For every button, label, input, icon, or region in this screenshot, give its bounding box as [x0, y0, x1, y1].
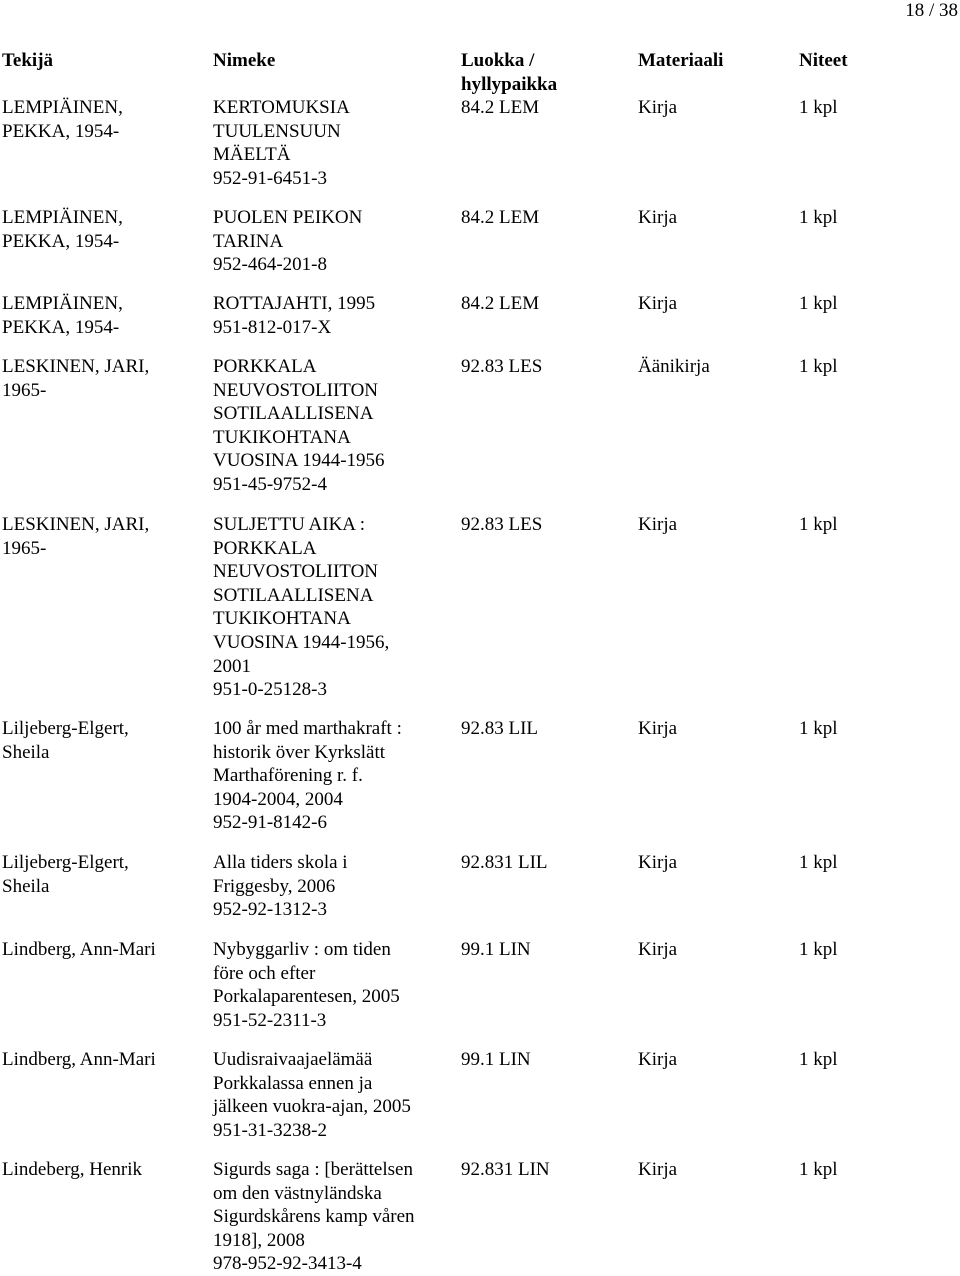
row-count: 1 kpl [799, 1159, 838, 1180]
row-material: Kirja [638, 852, 678, 873]
row-author: Lindberg, Ann-Mari [2, 939, 156, 960]
row-title: 100 år med marthakraft : historik över Kyrkslätt Marthaförening r. f. 1904-2004, 2004 952-91-8142-6 [213, 718, 402, 834]
row-title: PORKKALA NEUVOSTOLIITON SOTILAALLISENA TUKIKOHTANA VUOSINA 1944-1956 951-45-9752-4 [213, 356, 385, 495]
row-class: 92.831 LIL [461, 852, 548, 873]
row-material: Kirja [638, 293, 678, 314]
row-author: LEMPIÄINEN, PEKKA, 1954- [2, 97, 123, 142]
row-class: 99.1 LIN [461, 939, 531, 960]
row-count: 1 kpl [799, 514, 838, 535]
row-title: Uudisraivaajaelämää Porkkalassa ennen ja jälkeen vuokra-ajan, 2005 951-31-3238-2 [213, 1049, 411, 1141]
row-count: 1 kpl [799, 1049, 838, 1070]
row-title: SULJETTU AIKA : PORKKALA NEUVOSTOLIITON SOTILAALLISENA TUKIKOHTANA VUOSINA 1944-1956, 2001 951-0-25128-3 [213, 514, 390, 701]
header-class: Luokka / hyllypaikka [461, 50, 558, 95]
row-class: 92.83 LES [461, 356, 543, 377]
row-material: Kirja [638, 718, 678, 739]
row-material: Kirja [638, 514, 678, 535]
row-material: Kirja [638, 97, 678, 118]
row-title: Nybyggarliv : om tiden före och efter Porkalaparentesen, 2005 951-52-2311-3 [213, 939, 400, 1031]
row-count: 1 kpl [799, 356, 838, 377]
row-class: 92.831 LIN [461, 1159, 550, 1180]
row-author: LEMPIÄINEN, PEKKA, 1954- [2, 207, 123, 252]
row-count: 1 kpl [799, 852, 838, 873]
header-title: Nimeke [213, 50, 276, 71]
row-material: Kirja [638, 939, 678, 960]
header-author: Tekijä [2, 50, 54, 71]
header-count: Niteet [799, 50, 848, 71]
row-count: 1 kpl [799, 939, 838, 960]
row-count: 1 kpl [799, 293, 838, 314]
row-author: LEMPIÄINEN, PEKKA, 1954- [2, 293, 123, 338]
row-count: 1 kpl [799, 207, 838, 228]
row-material: Kirja [638, 1159, 678, 1180]
row-class: 99.1 LIN [461, 1049, 531, 1070]
row-author: Liljeberg-Elgert, Sheila [2, 852, 129, 897]
row-author: Liljeberg-Elgert, Sheila [2, 718, 129, 763]
header-material: Materiaali [638, 50, 724, 71]
row-material: Äänikirja [638, 356, 710, 377]
row-title: KERTOMUKSIA TUULENSUUN MÄELTÄ 952-91-6451-3 [213, 97, 350, 189]
row-class: 92.83 LIL [461, 718, 539, 739]
row-author: LESKINEN, JARI, 1965- [2, 356, 150, 401]
row-author: Lindberg, Ann-Mari [2, 1049, 156, 1070]
row-class: 84.2 LEM [461, 293, 540, 314]
row-title: PUOLEN PEIKON TARINA 952-464-201-8 [213, 207, 363, 276]
row-title: Alla tiders skola i Friggesby, 2006 952-92-1312-3 [213, 852, 348, 921]
row-class: 84.2 LEM [461, 207, 540, 228]
row-author: LESKINEN, JARI, 1965- [2, 514, 150, 559]
row-class: 84.2 LEM [461, 97, 540, 118]
row-class: 92.83 LES [461, 514, 543, 535]
row-material: Kirja [638, 1049, 678, 1070]
row-material: Kirja [638, 207, 678, 228]
row-title: Sigurds saga : [berättelsen om den västnyländska Sigurdskårens kamp våren 1918], 2008 978-952-92-3413-4 [213, 1159, 415, 1275]
row-author: Lindeberg, Henrik [2, 1159, 142, 1180]
page-number: 18 / 38 [905, 0, 958, 21]
row-title: ROTTAJAHTI, 1995 951-812-017-X [213, 293, 376, 338]
row-count: 1 kpl [799, 718, 838, 739]
row-count: 1 kpl [799, 97, 838, 118]
